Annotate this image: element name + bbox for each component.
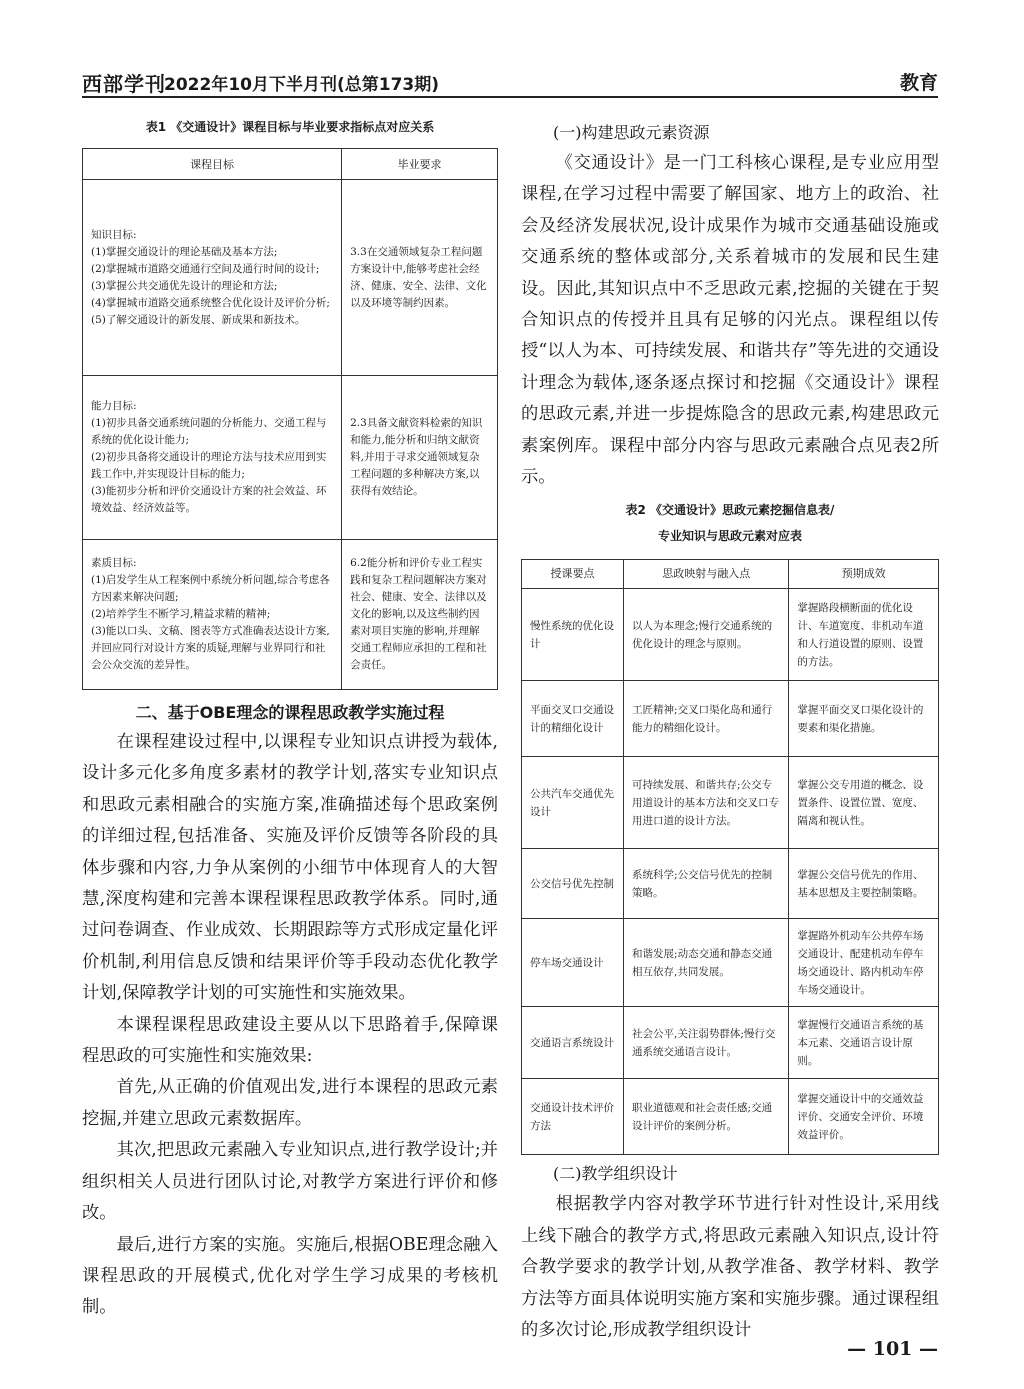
section-heading: 二、基于OBE理念的课程思政教学实施过程 xyxy=(135,703,445,722)
body-paragraph: 本课程课程思政建设主要从以下思路着手,保障课程思政的可实施性和实施效果: xyxy=(82,1014,498,1067)
table2-row xyxy=(522,849,939,919)
table1-header-row xyxy=(83,149,498,180)
table2-row xyxy=(522,757,939,849)
body-paragraph: 《交通设计》是一门工科核心课程,是专业应用型课程,在学习过程中需要了解国家、地方上的政治、社会及经济发展状况,设计成果作为城市交通基础设施或交通系统的整体或部分,关系着城市的发展和民生建设。因此,其知识点中不乏思政元素,挖掘的关键在于契合知识点的传授并且具有足够的闪光点。课程组以传授“以人为本、可持续发展、和谐共存”等先进的交通设计理念为载体,逐条逐点探讨和挖掘《交通设计》课程的思政元素,并进一步提炼隐含的思政元素,构建思政元素案例库。课程中部分内容与思政元素融合点见表2所示。 xyxy=(521,153,939,488)
table2-header: 授课要点 xyxy=(522,560,624,589)
ideology-cell: 可持续发展、和谐共存;公交专用道设计的基本方法和交叉口专用进口道的设计方法。 xyxy=(624,757,789,849)
goal-line: (3)能初步分析和评价交通设计方案的社会效益、环境效益、经济效益等。 xyxy=(91,485,327,514)
page-number: — 101 — xyxy=(847,1338,938,1360)
expected-outcome-cell: 掌握交通设计中的交通效益评价、交通安全评价、环境效益评价。 xyxy=(789,1079,939,1155)
table1-caption: 表1 《交通设计》课程目标与毕业要求指标点对应关系 xyxy=(145,120,435,134)
table2-header-row xyxy=(522,560,939,589)
goal-line: (4)掌握城市道路交通系统整合优化设计及评价分析; xyxy=(91,296,330,309)
goal-line: (1)启发学生从工程案例中系统分析问题,综合考虑各方因素来解决问题; xyxy=(91,574,330,603)
table2-header: 思政映射与融入点 xyxy=(624,560,789,589)
expected-outcome-cell: 掌握公交信号优先的作用、基本思想及主要控制策略。 xyxy=(789,849,939,919)
teaching-point-cell: 平面交叉口交通设计的精细化设计 xyxy=(522,681,624,757)
table1-row xyxy=(83,376,498,540)
table1-row xyxy=(83,180,498,376)
goal-line: (1)掌握交通设计的理论基础及基本方法; xyxy=(91,245,278,258)
right-column xyxy=(521,118,939,1347)
teaching-point-cell: 交通语言系统设计 xyxy=(522,1007,624,1079)
table2-row xyxy=(522,1007,939,1079)
goal-line: (1)初步具备交通系统问题的分析能力、交通工程与系统的优化设计能力; xyxy=(91,417,327,446)
course-goal-cell xyxy=(83,376,342,540)
goal-line: (3)能以口头、文稿、图表等方式准确表达设计方案,并回应同行对设计方案的质疑,理解与业界同行和社会公众交流的差异性。 xyxy=(91,625,330,671)
goal-line: (2)培养学生不断学习,精益求精的精神; xyxy=(91,608,271,620)
goal-title: 知识目标: xyxy=(91,228,137,241)
table2-caption: 表2 《交通设计》思政元素挖掘信息表/ xyxy=(625,503,835,518)
table2 xyxy=(521,559,939,1155)
ideology-cell: 职业道德观和社会责任感;交通设计评价的案例分析。 xyxy=(624,1079,789,1155)
table1-header: 课程目标 xyxy=(83,149,342,180)
ideology-cell: 和谐发展;动态交通和静态交通相互依存,共同发展。 xyxy=(624,919,789,1007)
goal-line: (2)初步具备将交通设计的理论方法与技术应用到实践工作中,并实现设计目标的能力; xyxy=(91,451,327,480)
teaching-point-cell: 公共汽车交通优先设计 xyxy=(522,757,624,849)
expected-outcome-cell: 掌握慢行交通语言系统的基本元素、交通语言设计原则。 xyxy=(789,1007,939,1079)
table1-header: 毕业要求 xyxy=(342,149,498,180)
requirement-cell: 6.2能分析和评价专业工程实践和复杂工程问题解决方案对社会、健康、安全、法律以及文化的影响,以及这些制约因素对项目实施的影响,并理解交通工程师应承担的工程和社会责任。 xyxy=(342,540,498,690)
goal-line: (3)掌握公共交通优先设计的理论和方法; xyxy=(91,279,278,292)
expected-outcome-cell: 掌握路外机动车公共停车场交通设计、配建机动车停车场交通设计、路内机动车停车场交通设计。 xyxy=(789,919,939,1007)
expected-outcome-cell: 掌握路段横断面的优化设计、车道宽度、非机动车道和人行道设置的原则、设置的方法。 xyxy=(789,589,939,681)
section-name: 教育 xyxy=(899,72,938,94)
goal-line: (5)了解交通设计的新发展、新成果和新技术。 xyxy=(91,313,306,326)
issue-info: 2022年10月下半月刊(总第173期) xyxy=(164,75,439,95)
goal-title: 素质目标: xyxy=(91,557,137,569)
body-paragraph: 在课程建设过程中,以课程专业知识点讲授为载体,设计多元化多角度多素材的教学计划,落实专业知识点和思政元素相融合的实施方案,准确描述每个思政案例的详细过程,包括准备、实施及评价反馈等各阶段的具体步骤和内容,力争从案例的小细节中体现育人的大智慧,深度构建和完善本课程课程思政教学体系。同时,通过问卷调查、作业成效、长期跟踪等方式形成定量化评价机制,利用信息反馈和结果评价等手段动态优化教学计划,保障教学计划的可实施性和实施效果。 xyxy=(82,732,498,1004)
body-paragraph: 最后,进行方案的实施。实施后,根据OBE理念融入课程思政的开展模式,优化对学生学习成果的考核机制。 xyxy=(82,1234,498,1318)
expected-outcome-cell: 掌握公交专用道的概念、设置条件、设置位置、宽度、隔离和视认性。 xyxy=(789,757,939,849)
teaching-point-cell: 慢性系统的优化设计 xyxy=(522,589,624,681)
table2-row xyxy=(522,919,939,1007)
table2-header: 预期成效 xyxy=(789,560,939,589)
table2-caption-line2: 专业知识与思政元素对应表 xyxy=(657,529,802,544)
page-header xyxy=(82,62,938,98)
table2-row xyxy=(522,1079,939,1155)
body-paragraph: 其次,把思政元素融入专业知识点,进行教学设计;并组织相关人员进行团队讨论,对教学方案进行评价和修改。 xyxy=(82,1140,498,1224)
body-paragraph: 首先,从正确的价值观出发,进行本课程的思政元素挖掘,并建立思政元素数据库。 xyxy=(82,1077,498,1129)
goal-line: (2)掌握城市道路交通通行空间及通行时间的设计; xyxy=(91,262,320,275)
ideology-cell: 社会公平,关注弱势群体;慢行交通系统交通语言设计。 xyxy=(624,1007,789,1079)
body-paragraph: 根据教学内容对教学环节进行针对性设计,采用线上线下融合的教学方式,将思政元素融入知识点,设计符合教学要求的教学计划,从教学准备、教学材料、教学方法等方面具体说明实施方案和实施步骤。通过课程组的多次讨论,形成教学组织设计 xyxy=(521,1194,939,1341)
requirement-cell: 3.3在交通领域复杂工程问题方案设计中,能够考虑社会经济、健康、安全、法律、文化以及环境等制约因素。 xyxy=(342,180,498,376)
table2-row xyxy=(522,681,939,757)
table2-row xyxy=(522,589,939,681)
subsection-heading: (二)教学组织设计 xyxy=(553,1164,678,1184)
requirement-cell: 2.3具备文献资料检索的知识和能力,能分析和归纳文献资料,并用于寻求交通领域复杂工程问题的多种解决方案,以获得有效结论。 xyxy=(342,376,498,540)
teaching-point-cell: 停车场交通设计 xyxy=(522,919,624,1007)
ideology-cell: 以人为本理念;慢行交通系统的优化设计的理念与原则。 xyxy=(624,589,789,681)
ideology-cell: 工匠精神;交叉口渠化岛和通行能力的精细化设计。 xyxy=(624,681,789,757)
course-goal-cell xyxy=(83,180,342,376)
table1 xyxy=(82,148,498,690)
teaching-point-cell: 公交信号优先控制 xyxy=(522,849,624,919)
left-column xyxy=(82,118,498,1324)
goal-title: 能力目标: xyxy=(91,400,137,412)
subsection-heading: (一)构建思政元素资源 xyxy=(553,123,710,142)
expected-outcome-cell: 掌握平面交叉口渠化设计的要素和渠化措施。 xyxy=(789,681,939,757)
course-goal-cell xyxy=(83,540,342,690)
teaching-point-cell: 交通设计技术评价方法 xyxy=(522,1079,624,1155)
journal-logo: 西部学刊 xyxy=(82,72,166,96)
table1-row xyxy=(83,540,498,690)
ideology-cell: 系统科学;公交信号优先的控制策略。 xyxy=(624,849,789,919)
